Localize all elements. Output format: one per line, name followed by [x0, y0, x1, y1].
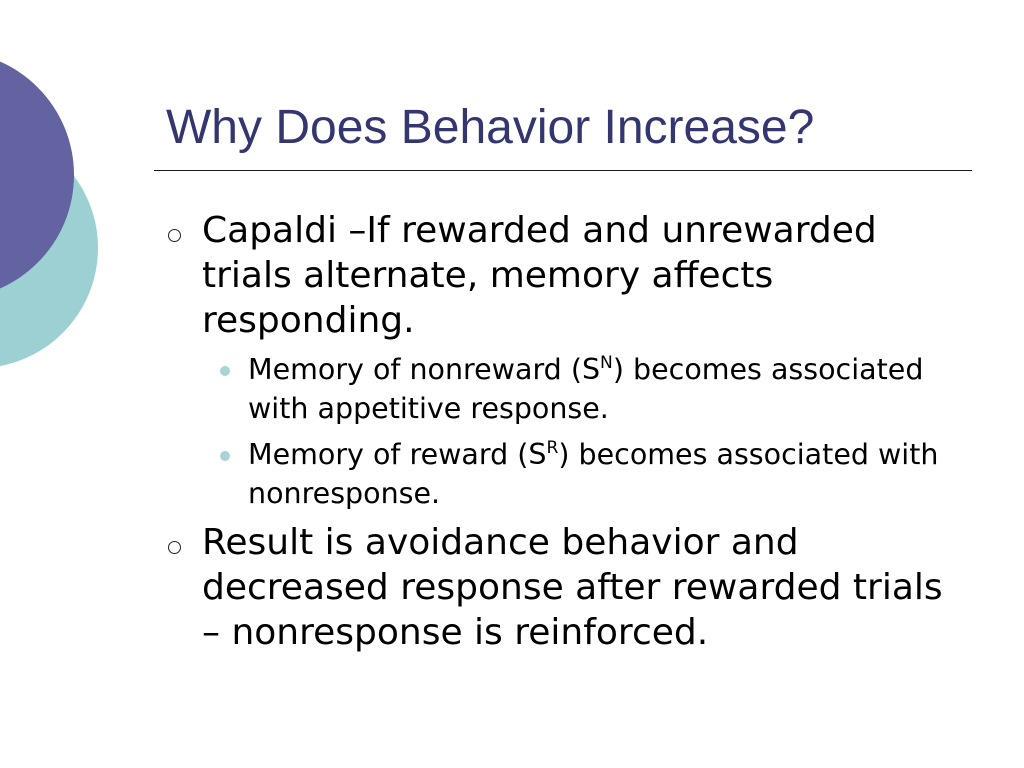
sub-bullet-text-before: Memory of reward (S	[248, 438, 547, 471]
sub-bullet-nonreward	[160, 350, 960, 428]
slide-title: Why Does Behavior Increase?	[166, 101, 815, 154]
dot-bullet-icon	[220, 451, 230, 461]
bullet-result	[160, 520, 960, 655]
sub-bullet-text-after: ) becomes associated with nonresponse.	[248, 438, 939, 510]
bullet-text: Result is avoidance behavior and decreased response after rewarded trials – nonresponse is reinforced.	[202, 522, 943, 653]
bullet-capaldi	[160, 208, 960, 343]
hollow-circle-bullet-icon	[168, 229, 181, 242]
superscript: N	[600, 352, 613, 373]
sub-bullet-text-before: Memory of nonreward (S	[248, 353, 601, 386]
bullet-text: Capaldi –If rewarded and unrewarded trials alternate, memory affects responding.	[202, 210, 877, 341]
dot-bullet-icon	[220, 366, 230, 376]
sub-bullet-reward	[160, 435, 960, 513]
hollow-circle-bullet-icon	[168, 541, 181, 554]
title-divider	[154, 170, 972, 171]
superscript: R	[546, 437, 559, 458]
slide-body	[160, 208, 960, 655]
decorative-circles	[0, 0, 110, 420]
sub-bullet-text-after: ) becomes associated with appetitive response.	[248, 353, 924, 425]
